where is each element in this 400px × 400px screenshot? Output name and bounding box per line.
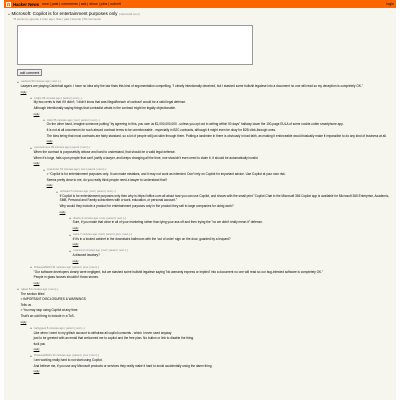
story [4, 8, 396, 21]
comment [17, 288, 392, 324]
upvote-arrow-icon[interactable] [30, 266, 32, 268]
comment [69, 233, 392, 246]
comment-tree [4, 80, 396, 373]
comment-meta[interactable]: burke 7 minutes ago | root | parent | prev | next [–] [72, 232, 133, 236]
comment [69, 217, 392, 230]
comment-text [73, 253, 392, 257]
comment-paragraph: Tells us [20, 302, 32, 307]
reply-link[interactable]: reply [20, 320, 27, 324]
page [4, 0, 396, 400]
comment-paragraph: fuck you [33, 341, 46, 346]
comment-paragraph: I am working really hard to not start using Copilot. [33, 358, 103, 363]
comment-paragraph: When it's huge, falls upon people that can't justify a lawyer, and keeps changing all the time, one shouldn't even need to claim it. It should be automatically invalid. [33, 155, 259, 160]
comment-paragraph: The section titled [20, 291, 45, 296]
upvote-arrow-icon[interactable] [30, 327, 32, 329]
comment-text [60, 194, 392, 208]
comment [30, 327, 392, 352]
comment-body [34, 354, 392, 373]
comment-text [47, 172, 392, 182]
comment-meta[interactable]: pessimizer 51 minutes ago | root | parent | next [–] [46, 168, 107, 172]
reply-link[interactable]: reply [33, 112, 40, 116]
comment-text [47, 122, 392, 137]
comment-meta[interactable]: musrara 2 minutes ago | root | parent | next [–] [72, 249, 128, 253]
reply-link[interactable]: reply [72, 243, 79, 247]
comment-meta[interactable]: tonijhe 58 minutes ago | parent | next [–] [33, 96, 82, 100]
comment-meta[interactable]: meroneirmore 55 minutes ago | parent | next [–] [33, 146, 91, 150]
comment-meta[interactable]: Pickaxes89231 20 minutes ago | parent | prev | next [–] [33, 354, 100, 358]
comment-body [47, 168, 392, 187]
comment-paragraph: It is not at all uncommon for such absurd contract terms to be unenforceable - especially in B2C contracts, although it might even be okay for B2B click-through ones. [46, 128, 276, 133]
comment-body [73, 233, 392, 246]
reply-link[interactable]: reply [46, 140, 53, 144]
comment-paragraph: Seems pretty clear to me, do you really think people need a lawyer to understand that? [46, 177, 168, 182]
comment [30, 266, 392, 285]
reply-link[interactable]: reply [72, 259, 79, 263]
upvote-arrow-icon[interactable] [69, 234, 71, 236]
comment-paragraph: Although intentionally saying things that contradict whats in the contract might be legally objectionable. [33, 106, 176, 111]
comment-meta[interactable]: xglwei 54 minutes ago | next [–] [20, 287, 59, 291]
reply-link[interactable]: reply [72, 226, 79, 230]
comment-paragraph: Why would they include a product for entertainment purposes only in the product they sell to large companies for doing work? [59, 203, 234, 208]
comment-meta[interactable]: jerrlsekul 5 minutes ago | root | parent | next [–] [59, 190, 116, 194]
hn-logo-icon[interactable]: Y [7, 2, 10, 7]
comment-text [34, 100, 392, 110]
reply-link[interactable]: reply [33, 162, 40, 166]
comment-paragraph: "Our software developers clearly were negligent, but we stashed some bullshit legalese saying 'No warranty express or implied' into a document no one will read so our bug-infested software is completely OK." [33, 269, 324, 274]
comment-paragraph: My two cents is that if it didn't, 'I didn't know that was illegal/breach of contract' would be a valid legal defense. [33, 100, 186, 105]
comment [30, 354, 392, 373]
comment-body [73, 217, 392, 230]
comment-text [21, 292, 392, 319]
comment-form [17, 25, 396, 76]
comment-meta[interactable]: vavilovis 59 minutes ago | next [–] [20, 80, 61, 84]
comment-paragraph: That's an odd thing to include in a ToS. [20, 314, 75, 319]
story-subtext: 76 points by ignoran 1 hour ago | hide | past | favorite | 69 comments [13, 17, 101, 21]
comment-body [21, 288, 392, 324]
comment-body [21, 80, 392, 93]
comment-paragraph: And believe me, if you use any Microsoft products or services they really make it hard to avoid accidentally using the damn thing. [33, 363, 213, 368]
comment-body [34, 327, 392, 352]
nav-links[interactable]: new | past | comments | ask | show | jobs | submit [42, 2, 121, 6]
upvote-arrow-icon[interactable] [43, 119, 45, 121]
comment-paragraph: just to be greeted with an email that welcomed me to copilot and the free plan. No button or link to disable the thing. [33, 336, 195, 341]
comment-paragraph: > You may stop using Copilot at any time. [20, 308, 79, 313]
comment-paragraph: Like when I went to my github account to withdraw all copilot consents - which I never used anyway [33, 330, 172, 335]
comment-meta[interactable]: Okedo 4 minutes ago | root | parent | next [–] [72, 216, 126, 220]
upvote-arrow-icon[interactable] [30, 355, 32, 357]
comment-text [21, 84, 392, 88]
reply-link[interactable]: reply [59, 210, 66, 214]
comment [69, 249, 392, 262]
comment-paragraph: Sure, if you make that clear in all of your marketing rather than lying your ass off and then trying the "no we didn't really mean it" defense. [72, 220, 263, 225]
reply-link[interactable]: reply [33, 370, 40, 374]
comment-text [34, 150, 392, 160]
comment-text [34, 270, 392, 280]
upvote-arrow-icon[interactable] [17, 81, 19, 83]
comment-paragraph: > "Copilot is for entertainment purposes only. It can make mistakes, and it may not work as intended. Don't rely on Copilot for important advice. Use Copilot at your own risk. [46, 172, 286, 177]
comment-body [34, 266, 392, 285]
comment [56, 190, 392, 213]
comment-paragraph: A disused lavatory? [72, 253, 100, 258]
comment-textarea[interactable] [17, 25, 253, 65]
comment-body [73, 249, 392, 262]
comment-text [34, 358, 392, 368]
comment-meta[interactable]: hardygeek 8 minutes ago | parent | next [–] [33, 326, 85, 330]
upvote-arrow-icon[interactable] [69, 250, 71, 252]
comment-meta[interactable]: Pickaxes89231 51 minutes ago | parent | prev | next [–] [33, 265, 100, 269]
comment-paragraph: The idea being that most contracts are fairly standard, so a lot of people will just skim through them. Putting a landmine in there is obviously in bad faith, as making it enforceable would basically make it impossible to do any kind of business at all. [46, 133, 387, 138]
header-bar [4, 0, 396, 8]
story-site[interactable]: (microsoft.com) [118, 12, 140, 16]
comment-paragraph: When the contract is purposefully obtuse and hard to understand, that should be a valid legal defense. [33, 150, 176, 155]
site-name-link[interactable]: Hacker News [13, 1, 40, 7]
comment [43, 168, 392, 187]
comment-paragraph: Lawyers are playing Calvinball again. I have no idea why the law finds this kind of argumentation compelling. "I clearly intentionally deceived, but I stashed some bullshit legalese into a document no one will read so my deception is completely OK." [20, 83, 363, 88]
reply-link[interactable]: reply [33, 281, 40, 285]
upvote-arrow-icon[interactable] [30, 147, 32, 149]
story-title-link[interactable]: Microsoft: Copilot is for entertainment purposes only [11, 11, 118, 16]
comment-paragraph: People in glass houses shouldn't throw stones. [33, 275, 99, 280]
comment-text [34, 331, 392, 346]
login-link[interactable]: login [386, 2, 394, 6]
upvote-arrow-icon[interactable] [8, 13, 10, 15]
comment-body [34, 146, 392, 165]
comment-meta[interactable]: jinkle 55 minutes ago | root | parent | next [–] [46, 118, 100, 122]
comment-paragraph: > IMPORTANT DISCLOSURES & WARNINGS [20, 297, 86, 302]
comment [30, 97, 392, 116]
comment [30, 146, 392, 165]
comment-text [73, 237, 392, 241]
comment-body [60, 190, 392, 213]
add-comment-button[interactable]: add comment [17, 69, 42, 76]
reply-link[interactable]: reply [33, 348, 40, 352]
comment-paragraph: On the other hand, imagine someone putting "by agreeing to this, you owe us $1,000,000,000 - unless you opt out in writing within 90 days" halfway down the 100-page EULA of some cookie-cutter smartphone app. [46, 122, 344, 127]
upvote-arrow-icon[interactable] [17, 288, 19, 290]
story-title-row [8, 11, 392, 16]
upvote-arrow-icon[interactable] [43, 169, 45, 171]
upvote-arrow-icon[interactable] [69, 217, 71, 219]
reply-link[interactable]: reply [46, 184, 53, 188]
comment-text [73, 220, 392, 224]
comment-paragraph: If Copilot is for entertainment purposes only then why is https://office.com all about how you can use Copilot, and shows with the small print "Copilot Chat in the Microsoft 365 Copilot app is available for Microsoft 365 Enterprise, Academic, SMB, Personal and Family subscribers with a work, education, or personal account." [59, 194, 390, 203]
upvote-arrow-icon[interactable] [56, 191, 58, 193]
comment [43, 119, 392, 144]
comment-body [34, 97, 392, 116]
comment [17, 80, 392, 93]
comment-paragraph: If it's in a locked cabinet in the downstairs bathroom with the 'out of order' sign on the door, guarded by a leopard? [72, 236, 231, 241]
upvote-arrow-icon[interactable] [30, 97, 32, 99]
reply-link[interactable]: reply [20, 90, 27, 94]
comment-body [47, 119, 392, 144]
